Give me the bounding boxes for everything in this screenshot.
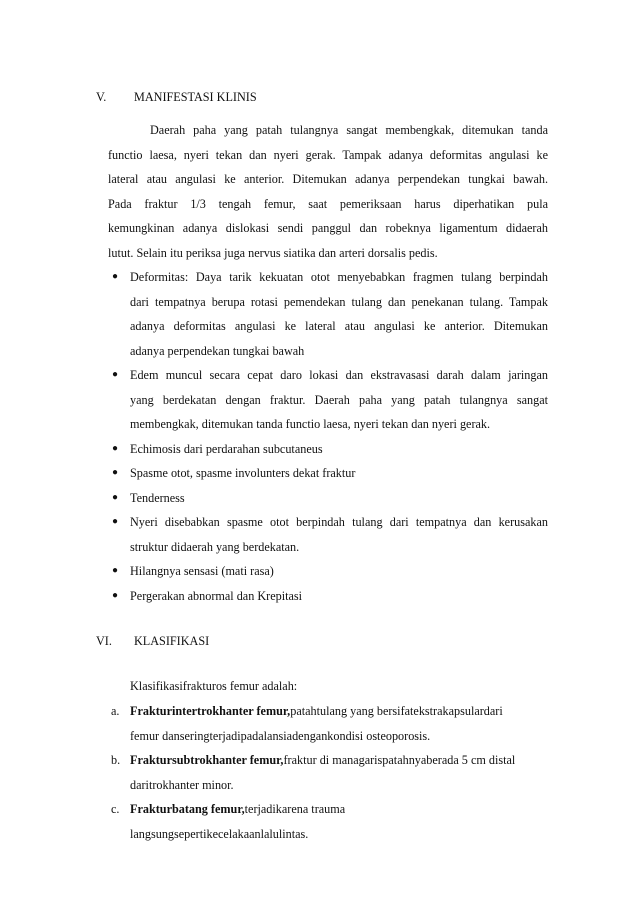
item-title: Frakturintertrokhanter femur, <box>130 704 291 718</box>
list-marker: a. <box>111 704 120 718</box>
paragraph-line: Pada fraktur 1/3 tengah femur, saat pemeriksaan harus diperhatikan pula <box>108 197 548 211</box>
list-marker: b. <box>111 753 121 767</box>
item-description: patahtulang yang bersifatekstrakapsulardari <box>290 704 503 718</box>
item-title: Fraktursubtrokhanter femur, <box>130 753 284 767</box>
section-v-title: MANIFESTASI KLINIS <box>134 90 257 104</box>
item-description: terjadikarena trauma <box>244 802 346 816</box>
bullet-text: Tenderness <box>130 491 185 505</box>
bullet-text: yang berdekatan dengan fraktur. Daerah paha yang patah tulangnya sangat <box>130 393 548 407</box>
classification-item <box>130 801 345 817</box>
bullet-text: struktur didaerah yang berdekatan. <box>130 540 300 554</box>
bullet-icon: ● <box>112 516 119 527</box>
classification-intro: Klasifikasifrakturos femur adalah: <box>130 679 298 693</box>
section-vi-title: KLASIFIKASI <box>134 634 210 648</box>
bullet-text: Deformitas: Daya tarik kekuatan otot menyebabkan fragmen tulang berpindah <box>130 270 548 284</box>
bullet-icon: ● <box>112 565 119 576</box>
section-vi-number: VI. <box>96 634 112 648</box>
bullet-text: Nyeri disebabkan spasme otot berpindah tulang dari tempatnya dan kerusakan <box>130 515 548 529</box>
bullet-text: Edem muncul secara cepat daro lokasi dan ekstravasasi darah dalam jaringan <box>130 368 548 382</box>
bullet-icon: ● <box>112 271 119 282</box>
bullet-text: Echimosis dari perdarahan subcutaneus <box>130 442 323 456</box>
bullet-icon: ● <box>112 467 119 478</box>
paragraph-line: functio laesa, nyeri tekan dan nyeri gerak. Tampak adanya deformitas angulasi ke <box>108 148 548 162</box>
item-continuation: langsungsepertikecelakaanlalulintas. <box>130 827 309 841</box>
bullet-text: adanya perpendekan tungkai bawah <box>130 344 305 358</box>
bullet-text: membengkak, ditemukan tanda functio laesa, nyeri tekan dan nyeri gerak. <box>130 417 491 431</box>
bullet-text: Pergerakan abnormal dan Krepitasi <box>130 589 303 603</box>
paragraph-line: lateral atau angulasi ke anterior. Ditemukan adanya perpendekan tungkai bawah. <box>108 172 548 186</box>
classification-item <box>130 703 503 719</box>
list-marker: c. <box>111 802 120 816</box>
item-title: Frakturbatang femur, <box>130 802 245 816</box>
bullet-text: Spasme otot, spasme involunters dekat fraktur <box>130 466 356 480</box>
paragraph-line: Daerah paha yang patah tulangnya sangat membengkak, ditemukan tanda <box>150 123 548 137</box>
paragraph-line: kemungkinan adanya dislokasi sendi panggul dan robeknya ligamentum didaerah <box>108 221 548 235</box>
bullet-icon: ● <box>112 443 119 454</box>
item-description: fraktur di managarispatahnyaberada 5 cm distal <box>283 753 516 767</box>
bullet-icon: ● <box>112 492 119 503</box>
item-continuation: femur danseringterjadipadalansiadengankondisi osteoporosis. <box>130 729 431 743</box>
section-v-number: V. <box>96 90 107 104</box>
bullet-text: dari tempatnya berupa rotasi pemendekan tulang dan penekanan tulang. Tampak <box>130 295 548 309</box>
item-continuation: daritrokhanter minor. <box>130 778 234 792</box>
bullet-icon: ● <box>112 369 119 380</box>
bullet-text: Hilangnya sensasi (mati rasa) <box>130 564 274 578</box>
paragraph-line: lutut. Selain itu periksa juga nervus siatika dan arteri dorsalis pedis. <box>108 246 438 260</box>
bullet-text: adanya deformitas angulasi ke lateral atau angulasi ke anterior. Ditemukan <box>130 319 548 333</box>
classification-item <box>130 752 515 768</box>
bullet-icon: ● <box>112 590 119 601</box>
